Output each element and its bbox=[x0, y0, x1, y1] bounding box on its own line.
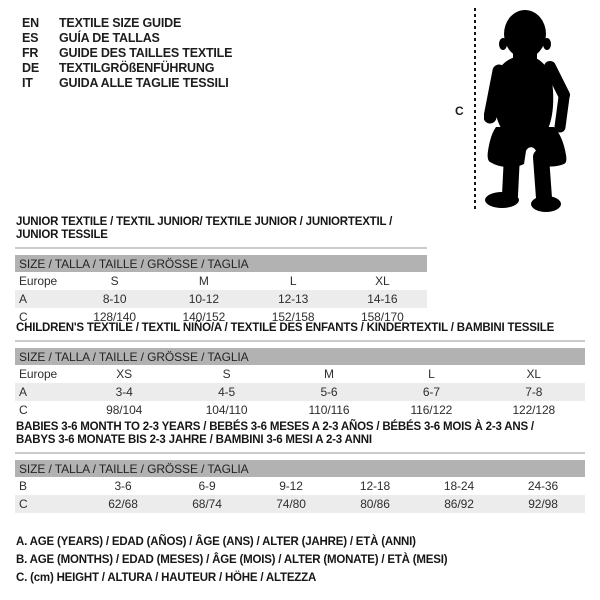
table-cell: 98/104 bbox=[106, 403, 143, 417]
size-header: SIZE / TALLA / TAILLE / GRÖSSE / TAGLIA bbox=[15, 460, 585, 477]
language-label: GUÍA DE TALLAS bbox=[59, 31, 160, 45]
junior-textile-section bbox=[15, 216, 427, 326]
language-row-de bbox=[22, 61, 232, 76]
language-code: IT bbox=[22, 76, 33, 90]
language-row-fr bbox=[22, 46, 232, 61]
language-row-it bbox=[22, 76, 232, 91]
table-cell: M bbox=[324, 367, 334, 381]
table-cell: 8-10 bbox=[70, 290, 159, 308]
table-cell: 7-8 bbox=[483, 383, 585, 401]
table-cell: 12-13 bbox=[249, 290, 338, 308]
table-cell: 4-5 bbox=[175, 383, 277, 401]
language-row-en bbox=[22, 16, 232, 31]
table-cell: B bbox=[19, 479, 27, 493]
table-cell: 116/122 bbox=[410, 403, 453, 417]
size-header-row bbox=[15, 255, 427, 272]
table-cell: 3-4 bbox=[73, 383, 175, 401]
table-cell: 68/74 bbox=[165, 495, 249, 513]
junior-table-title: JUNIOR TEXTILE / TEXTIL JUNIOR/ TEXTILE JUNIOR / JUNIORTEXTIL / JUNIOR TESSILE bbox=[16, 216, 393, 241]
height-measure-label: C bbox=[455, 104, 464, 118]
table-cell: Europe bbox=[19, 367, 58, 381]
table-cell: 128/140 bbox=[93, 310, 136, 324]
table-cell: S bbox=[110, 274, 119, 288]
table-cell: 18-24 bbox=[443, 479, 475, 493]
table-cell: 5-6 bbox=[278, 383, 380, 401]
babies-table-block bbox=[15, 452, 585, 513]
language-row-es bbox=[22, 31, 232, 46]
table-row bbox=[15, 477, 585, 495]
table-cell: C bbox=[15, 495, 81, 513]
table-cell: 6-7 bbox=[380, 383, 482, 401]
children-size-table bbox=[15, 348, 585, 419]
table-cell: 86/92 bbox=[417, 495, 501, 513]
table-row bbox=[15, 365, 585, 383]
table-cell: 9-12 bbox=[279, 479, 303, 493]
table-cell: 3-6 bbox=[114, 479, 132, 493]
table-cell: C bbox=[19, 310, 28, 324]
footnotes bbox=[16, 533, 447, 587]
footnote-a: A. AGE (YEARS) / EDAD (AÑOS) / ÂGE (ANS) / ALTER (JAHRE) / ETÀ (ANNI) bbox=[16, 536, 416, 548]
table-cell: A bbox=[15, 290, 70, 308]
table-row bbox=[15, 383, 585, 401]
language-label: TEXTILGRÖßENFÜHRUNG bbox=[59, 61, 215, 75]
size-header-row bbox=[15, 348, 585, 365]
language-code: ES bbox=[22, 31, 39, 45]
table-cell: 92/98 bbox=[501, 495, 585, 513]
table-cell: L bbox=[428, 367, 435, 381]
table-row bbox=[15, 495, 585, 513]
footnote-c: C. (cm) HEIGHT / ALTURA / HAUTEUR / HÖHE / ALTEZZA bbox=[16, 572, 317, 584]
language-list bbox=[22, 16, 232, 91]
children-textile-section bbox=[15, 322, 585, 419]
table-row bbox=[15, 290, 427, 308]
table-cell: 14-16 bbox=[338, 290, 427, 308]
children-table-title: CHILDREN'S TEXTILE / TEXTIL NIÑO/A / TEXTILE DES ENFANTS / KINDERTEXTIL / BAMBINI TESSILE bbox=[16, 322, 555, 334]
size-header: SIZE / TALLA / TAILLE / GRÖSSE / TAGLIA bbox=[15, 255, 427, 272]
table-row bbox=[15, 401, 585, 419]
table-cell: S bbox=[222, 367, 231, 381]
table-cell: 74/80 bbox=[249, 495, 333, 513]
table-cell: 122/128 bbox=[512, 403, 556, 417]
babies-table-title-line2: BABYS 3-6 MONATE BIS 2-3 JAHRE / BAMBINI 3-6 MESI A 2-3 ANNI bbox=[16, 434, 372, 446]
table-cell: 24-36 bbox=[527, 479, 559, 493]
table-cell: 6-9 bbox=[198, 479, 216, 493]
table-cell: XS bbox=[116, 367, 133, 381]
baby-silhouette-icon bbox=[484, 5, 598, 213]
size-header: SIZE / TALLA / TAILLE / GRÖSSE / TAGLIA bbox=[15, 348, 585, 365]
table-cell: 110/116 bbox=[308, 403, 350, 417]
table-cell: 80/86 bbox=[333, 495, 417, 513]
table-row bbox=[15, 272, 427, 290]
language-code: DE bbox=[22, 61, 39, 75]
table-cell: L bbox=[289, 274, 297, 288]
table-cell: 62/68 bbox=[81, 495, 165, 513]
table-cell: XL bbox=[375, 274, 390, 288]
table-cell: Europe bbox=[19, 274, 58, 288]
language-label: TEXTILE SIZE GUIDE bbox=[59, 16, 182, 30]
language-code: FR bbox=[22, 46, 39, 60]
table-cell: 152/158 bbox=[271, 310, 315, 324]
table-cell: 12-18 bbox=[359, 479, 391, 493]
table-cell: 158/170 bbox=[361, 310, 404, 324]
table-cell: 140/152 bbox=[182, 310, 226, 324]
height-measure-line bbox=[474, 8, 476, 210]
table-cell: C bbox=[19, 403, 28, 417]
table-cell: A bbox=[15, 383, 73, 401]
table-cell: M bbox=[198, 274, 209, 288]
table-cell: XL bbox=[526, 367, 542, 381]
babies-textile-section bbox=[15, 421, 585, 513]
language-code: EN bbox=[22, 16, 39, 30]
table-cell: 104/110 bbox=[205, 403, 248, 417]
language-label: GUIDA ALLE TAGLIE TESSILI bbox=[59, 76, 229, 90]
babies-size-table bbox=[15, 460, 585, 513]
footnote-b: B. AGE (MONTHS) / EDAD (MESES) / ÂGE (MOIS) / ALTER (MONATE) / ETÀ (MESI) bbox=[16, 554, 448, 566]
size-header-row bbox=[15, 460, 585, 477]
babies-table-title-line1: BABIES 3-6 MONTH TO 2-3 YEARS / BEBÉS 3-6 MESES A 2-3 AÑOS / BÉBÉS 3-6 MOIS À 2-3 ANS / bbox=[16, 421, 534, 433]
junior-size-table bbox=[15, 255, 427, 326]
language-label: GUIDE DES TAILLES TEXTILE bbox=[59, 46, 233, 60]
children-table-block bbox=[15, 340, 585, 419]
table-cell: 10-12 bbox=[159, 290, 248, 308]
junior-table-block bbox=[15, 247, 427, 326]
